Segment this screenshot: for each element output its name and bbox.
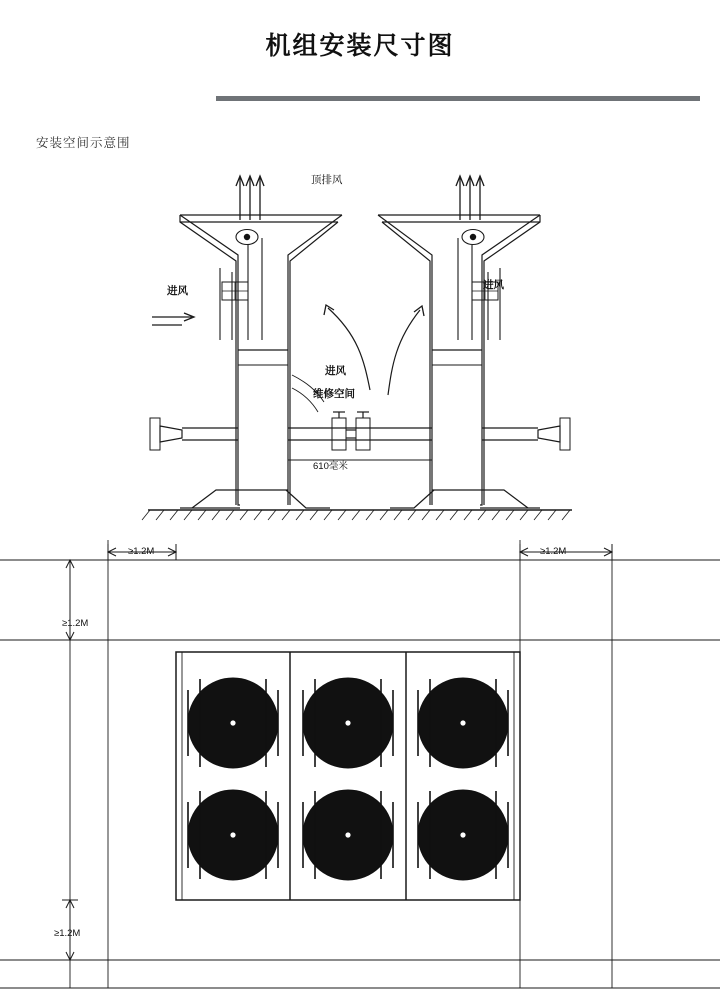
label-service-space: 维修空间 [313, 388, 355, 400]
clearance-top-right: ≥1.2M [540, 546, 567, 557]
clearance-bottom: ≥1.2M [54, 928, 81, 939]
label-dimension-610: 610毫米 [313, 461, 348, 472]
clearance-top-left: ≥1.2M [128, 546, 155, 557]
title-divider [216, 96, 700, 101]
label-top-exhaust: 顶排风 [311, 174, 343, 186]
page-title: 机组安装尺寸图 [265, 32, 455, 60]
clearance-left: ≥1.2M [62, 618, 89, 629]
elevation-diagram [120, 160, 600, 535]
section-label: 安装空间示意围 [36, 136, 131, 150]
label-inlet-right: 进风 [483, 279, 504, 291]
label-inlet-left: 进风 [167, 285, 188, 297]
plan-diagram [0, 540, 720, 990]
label-center-inlet: 进风 [325, 365, 346, 377]
